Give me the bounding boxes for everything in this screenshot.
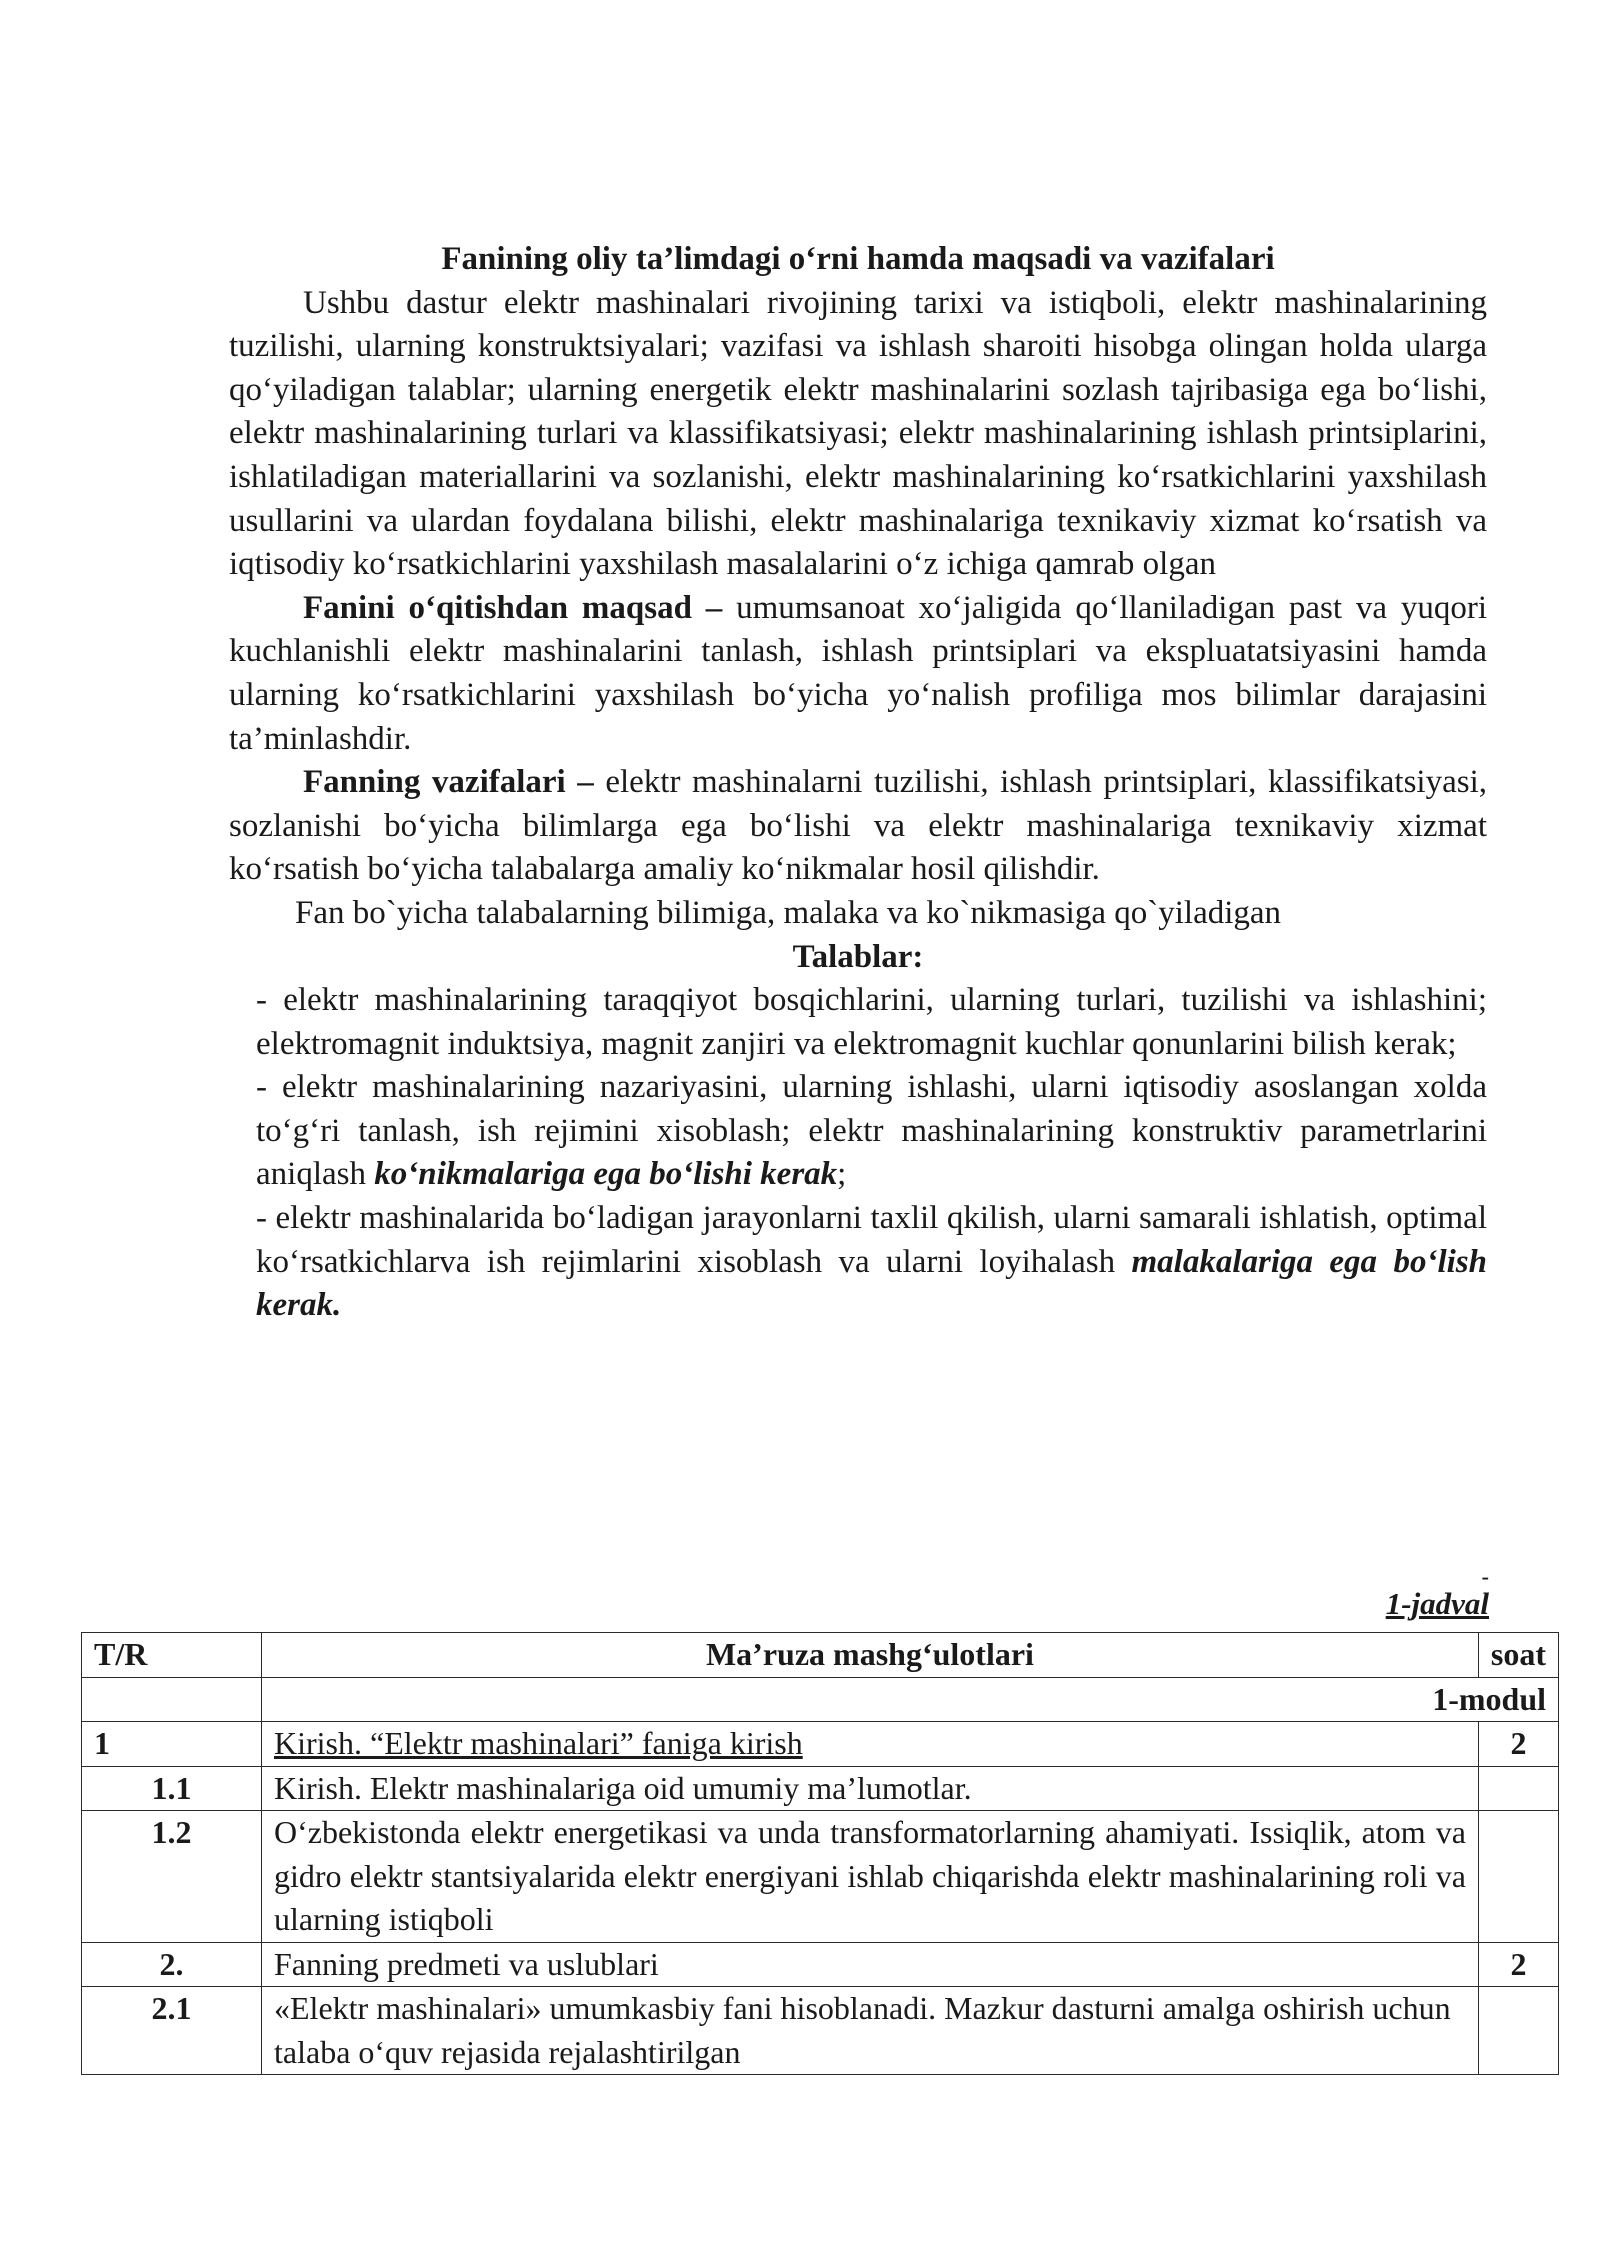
tasks-label: Fanning vazifalari – (303, 764, 594, 801)
table-row (82, 1987, 1559, 2075)
header-title: Ma’ruza mashg‘ulotlari (262, 1633, 1479, 1678)
row-topic: O‘zbekistonda elektr energetikasi va unda transformatorlarning ahamiyati. Issiqlik, atom va gidro elektr stantsiyalarida elektr energiyani ishlab chiqarishda elektr mashinalarining roli va ularning istiqboli (262, 1811, 1479, 1943)
row-topic: Fanning predmeti va uslublari (262, 1942, 1479, 1987)
table-row (82, 1766, 1559, 1811)
caption-text: 1-jadval (1385, 1586, 1489, 1621)
row-number: 1.1 (82, 1766, 262, 1811)
module-empty-cell (82, 1677, 262, 1722)
requirements-intro: Fan bo`yicha talabalarning bilimiga, malaka va ko`nikmasiga qo`yiladigan (295, 894, 1282, 931)
goal-label: Fanini o‘qitishdan maqsad – (303, 589, 723, 626)
table-header-row (82, 1633, 1559, 1678)
row-hours (1478, 1766, 1558, 1811)
table-caption (1385, 1564, 1489, 1622)
goal-text: umumsanoat xo‘jaligida qo‘llaniladigan past va yuqori kuchlanishli elektr mashinalarini tanlash, ishlash printsiplari va ekspluatatsiyasini hamda ularning ko‘rsatkichlarini yaxshilash bo‘yicha yo‘nalish profiliga mos bilimlar darajasini ta’minlashdir. (229, 589, 1488, 757)
requirement-item: - elektr mashinalarining taraqqiyot bosqichlarini, ularning turlari, tuzilishi va ishlashini; elektromagnit induktsiya, magnit zanjiri va elektromagnit kuchlar qonunlarini bilish kerak; (256, 982, 1487, 1062)
tasks-text: elektr mashinalarni tuzilishi, ishlash printsiplari, klassifikatsiyasi, sozlanishi bo‘yicha bilimlarga ega bo‘lishi va elektr mashinalariga texnikaviy xizmat ko‘rsatish bo‘yicha talabalarga amaliy ko‘nikmalar hosil qilishdir. (229, 764, 1487, 888)
tasks-paragraph (229, 761, 1487, 892)
module-row (82, 1677, 1559, 1722)
row-number: 1 (82, 1722, 262, 1767)
row-hours (1478, 1811, 1558, 1943)
row-hours: 2 (1478, 1942, 1558, 1987)
requirement-end: ; (837, 1156, 847, 1193)
requirements-heading: Talablar: (792, 938, 924, 975)
module-label: 1-modul (262, 1677, 1559, 1722)
requirements-list (229, 979, 1487, 1328)
row-number: 2.1 (82, 1987, 262, 2075)
header-tr: T/R (82, 1633, 262, 1678)
goal-paragraph (229, 587, 1487, 761)
table-row (82, 1722, 1559, 1767)
row-hours: 2 (1478, 1722, 1558, 1767)
row-hours (1478, 1987, 1558, 2075)
body-text (229, 238, 1487, 1328)
requirement-text: - elektr mashinalarida bo‘ladigan jarayonlarni taxlil qkilish, ularni samarali ishlatish, optimal ko‘rsatkichlarva ish rejimlarini xisoblash va ularni loyihalash (256, 1200, 1487, 1280)
row-topic: «Elektr mashinalari» umumkasbiy fani hisoblanadi. Mazkur dasturni amalga oshirish uchun talaba o‘quv rejasida rejalashtirilgan (262, 1987, 1479, 2075)
requirement-emphasis: malakalariga ega bo‘lish kerak. (256, 1243, 1487, 1324)
intro-paragraph: Ushbu dastur elektr mashinalari rivojining tarixi va istiqboli, elektr mashinalarining tuzilishi, ularning konstruktsiyalari; vazifasi va ishlash sharoiti hisobga olingan holda ularga qo‘yiladigan talablar; ularning energetik elektr mashinalarini sozlash tajribasiga ega bo‘lishi, elektr mashinalarining turlari va klassifikatsiyasi; elektr mashinalarining ishlash printsiplarini, ishlatiladigan materiallarini va sozlanishi, elektr mashinalarining ko‘rsatkichlarini yaxshilash usullarini va ulardan foydalana bilishi, elektr mashinalariga texnikaviy xizmat ko‘rsatish va iqtisodiy ko‘rsatkichlarini yaxshilash masalalarini o‘z ichiga qamrab olgan (229, 284, 1487, 583)
header-hours: soat (1478, 1633, 1558, 1678)
row-number: 1.2 (82, 1811, 262, 1943)
row-topic: Kirish. “Elektr mashinalari” faniga kirish (262, 1722, 1479, 1767)
row-topic: Kirish. Elektr mashinalariga oid umumiy ma’lumotlar. (262, 1766, 1479, 1811)
requirement-item (256, 1066, 1487, 1197)
table-row (82, 1811, 1559, 1943)
row-number: 2. (82, 1942, 262, 1987)
lecture-table (81, 1632, 1559, 2075)
requirement-text: - elektr mashinalarining nazariyasini, ularning ishlashi, ularni iqtisodiy asoslangan xolda to‘g‘ri tanlash, ish rejimini xisoblash; elektr mashinalarining konstruktiv parametrlarini aniqlash (256, 1069, 1487, 1193)
requirement-emphasis: ko‘nikmalariga ega bo‘lishi kerak (374, 1156, 838, 1193)
caption-mark: - (1481, 1564, 1489, 1589)
table-row (82, 1942, 1559, 1987)
requirement-item (256, 1197, 1487, 1328)
section-title: Fanining oliy ta’limdagi o‘rni hamda maqsadi va vazifalari (441, 241, 1275, 277)
